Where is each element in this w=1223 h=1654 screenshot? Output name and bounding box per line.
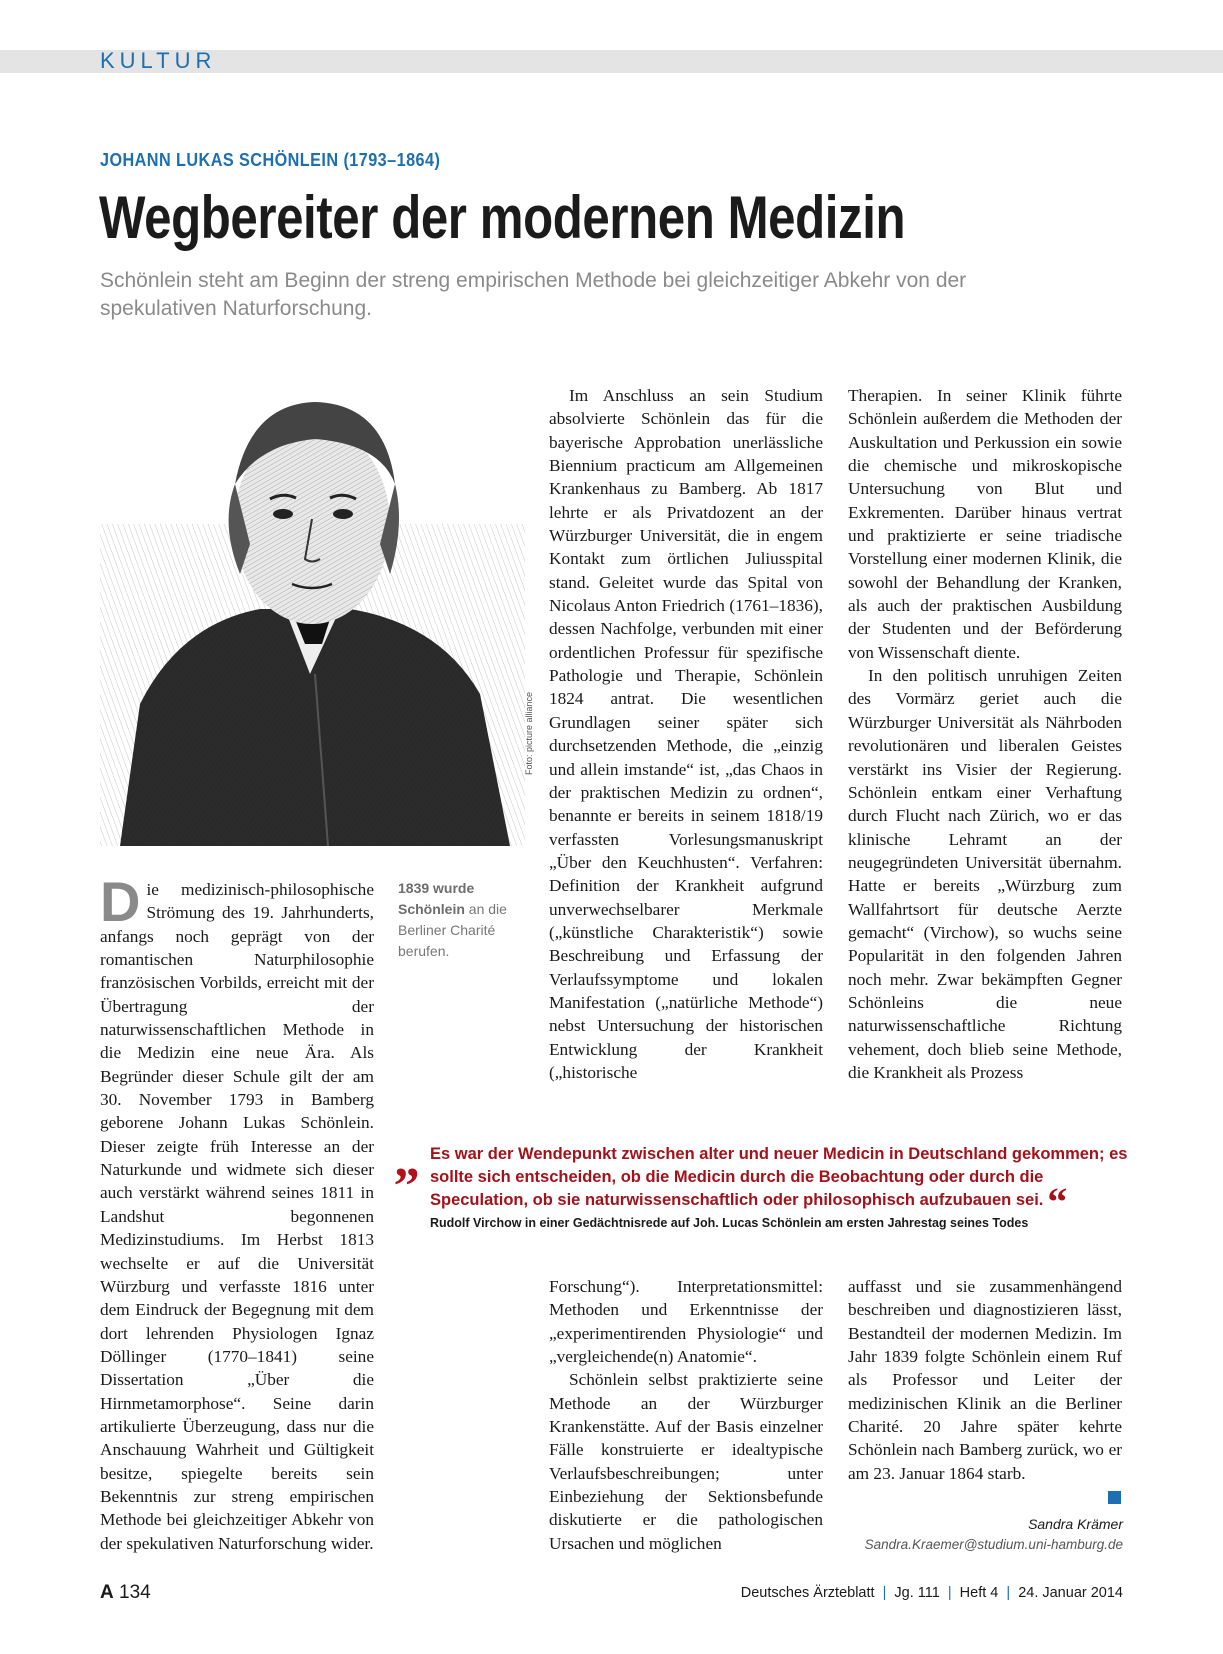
photo-credit: Foto: picture alliance [524,691,534,775]
author-email[interactable]: Sandra.Kraemer@studium.uni-hamburg.de [864,1537,1123,1552]
journal-volume: Jg. 111 [894,1585,940,1601]
caption-text: an die Berliner Charité berufen. [398,901,507,959]
column-2-bottom [549,1275,823,1555]
column-2-top [549,384,823,1084]
footer-citation [741,1585,1123,1601]
page-number [100,1582,151,1604]
column-3-top [848,384,1122,1084]
article-deck: Schönlein steht am Beginn der streng empirischen Methode bei gleichzeitiger Abkehr von der spekulativen Naturforschung. [100,269,967,320]
footer-separator: | [882,1585,887,1601]
section-label: KULTUR [100,48,217,73]
photo-caption [398,878,528,962]
column-2-bottom-paragraph-2: Schönlein selbst praktizierte seine Methode an der Würzburger Krankenstätte. Auf der Basis einzelner Fälle konstruierte er idealtypische Verlaufsbeschreibungen; unter Einbeziehung der Sektionsbefunde diskutierte er die pathologischen Ursachen und möglichen [549,1370,823,1553]
column-3-bottom-paragraph: auffasst und sie zusammenhängend beschreiben und diagnostizieren lässt, Bestandteil der modernen Medizin. Im Jahr 1839 folgte Schönlein einem Ruf als Professor und Leiter der medizinischen Klinik an die Berliner Charité. 20 Jahre später kehrte Schönlein nach Bamberg zurück, wo er am 23. Januar 1864 starb. [848,1277,1122,1483]
journal-name: Deutsches Ärzteblatt [740,1585,875,1601]
pull-quote [394,1131,1140,1230]
page-prefix: A [100,1582,114,1603]
journal-issue: Heft 4 [959,1585,999,1601]
footer-separator: | [1006,1585,1011,1601]
caption-bold: 1839 wurde Schönlein [398,880,475,917]
portrait-engraving [100,374,525,846]
portrait-illustration [100,374,525,846]
column-1-text: ie medizinisch-philosophische Strömung des 19. Jahrhunderts, anfangs noch geprägt von der romantischen Naturphilosophie französischen Vorbilds, erreicht mit der Übertragung der naturwissenschaftlichen Methode in die Medizin eine neue Ära. Als Begründer dieser Schule gilt der am 30. November 1793 in Bamberg geborene Johann Lukas Schönlein. Dieser zeigte früh Interesse an der Naturkunde und widmete sich dieser auch verstärkt während seines 1811 in Landshut begonnenen Medizinstudiums. Im Herbst 1813 wechselte er auf die Universität Würzburg und verfasste 1816 unter dem Eindruck der Begegnung mit dem dort lehrenden Physiologen Ignaz Döllinger (1770–1841) seine Dissertation „Über die Hirnmetamorphose“. Seine darin artikulierte Überzeugung, dass nur die Anschauung Wahrheit und Gültigkeit besitze, spiegelte bereits sein Bekenntnis zur streng empirischen Methode bei gleichzeitiger Abkehr von der spekulativen Naturforschung wider. [100,880,374,1553]
end-of-article-mark [1108,1491,1121,1504]
footer-separator: | [947,1585,952,1601]
quote-source: Rudolf Virchow in einer Gedächtnisrede auf Joh. Lucas Schönlein am ersten Jahrestag seines Todes [430,1216,1029,1230]
column-3-paragraph-2: In den politisch unruhigen Zeiten des Vormärz geriet auch die Würzburger Universität als Nährboden revolutionären und liberalen Geistes verstärkt ins Visier der Regierung. Schönlein entkam einer Verhaftung durch Flucht nach Zürich, wo er das klinische Lehramt an der neugegründeten Universität übernahm. Hatte er bereits „Würzburg zum Wallfahrtsort für deutsche Aerzte gemacht“ (Virchow), so wuchs seine Popularität in den folgenden Jahren noch mehr. Zwar bekämpften Gegner Schönleins die neue naturwissenschaftliche Richtung vehement, doch blieb seine Methode, die Krankheit als Prozess [848,666,1122,1082]
journal-date: 24. Januar 2014 [1018,1585,1123,1601]
quote-close-mark: “ [1047,1179,1068,1224]
column-1 [100,870,374,1555]
column-2-bottom-paragraph-1: Forschung“). Interpretationsmittel: Methoden und Erkenntnisse der „experimentirenden Physiologie“ und „vergleichende(n) Anatomie“. [549,1277,823,1367]
column-3-bottom [848,1275,1122,1485]
column-2-paragraph: Im Anschluss an sein Studium absolvierte Schönlein das für die bayerische Approbation unerlässliche Biennium practicum am Allgemeinen Krankenhaus zu Bamberg. Ab 1817 lehrte er als Privatdozent an der Würzburger Universität, die in engem Kontakt zum örtlichen Juliusspital stand. Geleitet wurde das Spital von Nicolaus Anton Friedrich (1761–1836), dessen Nachfolge, verbunden mit einer ordentlichen Professur für spezifische Pathologie und Therapie, Schönlein 1824 antrat. Die wesentlichen Grundlagen seiner später sich durchsetzenden Methode, die „einzig und allein imstande“ ist, „das Chaos in der praktischen Medizin zu ordnen“, benannte er bereits in seinem 1818/19 verfassten Vorlesungsmanuskript „Über den Keuchhusten“. Verfahren: Definition der Krankheit aufgrund unverwechselbarer Merkmale („künstliche Charakteristik“) sowie Beschreibung und Erfassung der Verlaufssymptome und lokalen Manifestation („natürliche Methode“) nebst Untersuchung der historischen Entwicklung der Krankheit („historische [549,386,823,1082]
author-name: Sandra Krämer [1028,1516,1123,1532]
quote-body: Es war der Wendepunkt zwischen alter und neuer Medicin in Deutschland gekommen; es sollte sich entscheiden, ob die Medicin durch die Beobachtung oder durch die Speculation, ob sie naturwissenschaftlich oder philosophisch aufzubauen sei. [430,1145,1128,1209]
page-number-value: 134 [119,1582,151,1603]
column-3-paragraph-1: Therapien. In seiner Klinik führte Schönlein außerdem die Methoden der Auskultation und Perkussion ein sowie die chemische und mikroskopische Untersuchung von Blut und Exkrementen. Darüber hinaus vertrat und praktizierte er seine triadische Vorstellung einer modernen Klinik, die sowohl der Behandlung der Kranken, als auch der praktischen Ausbildung der Studenten und der Beförderung von Wissenschaft diente. [848,386,1122,662]
article-headline: Wegbereiter der modernen Medizin [99,184,906,251]
article-kicker: JOHANN LUKAS SCHÖNLEIN (1793–1864) [100,150,441,170]
drop-cap: D [100,870,141,933]
quote-open-mark: „ [394,1131,420,1188]
